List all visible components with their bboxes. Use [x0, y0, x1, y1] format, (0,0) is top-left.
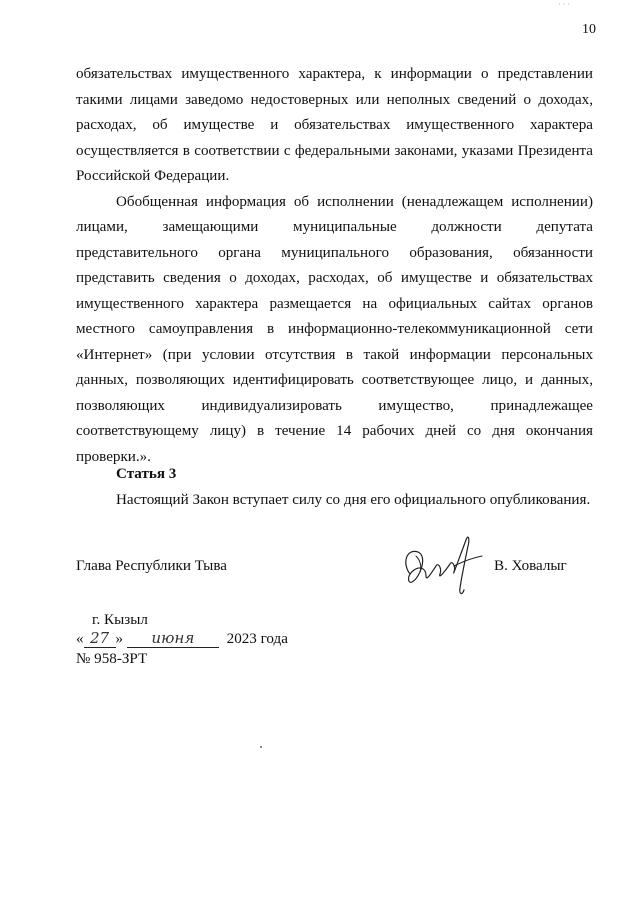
- place-of-signing: г. Кызыл: [92, 612, 148, 628]
- date-day: 27: [84, 630, 116, 648]
- date-open-quote: «: [76, 631, 84, 647]
- paragraph-generalized-info: Обобщенная информация об исполнении (ненадлежащем исполнении) лицами, замещающими муниципальные должности депутата представительного органа муниципального образования, обязанности представить сведения о доходах, расходах, об имуществе и обязательствах имущественного характера размещается на официальных сайтах органов местного самоуправления в информационно-телекоммуникационной сети «Интернет» (при условии отсутствия в такой информации персональных данных, позволяющих идентифицировать соответствующее лицо, и данных, позволяющих индивидуализировать имущество, принадлежащее соответствующему лицу) в течение 14 рабочих дней со дня окончания проверки.».: [76, 193, 593, 465]
- signatory-name: В. Ховалыг: [494, 558, 567, 574]
- law-body-text: [76, 62, 593, 470]
- signing-date: [76, 630, 288, 648]
- date-close-quote: »: [115, 631, 124, 647]
- signatory-title: Глава Республики Тыва: [76, 558, 227, 574]
- date-month: июня: [127, 630, 219, 648]
- handwritten-signature: [396, 526, 486, 606]
- article-3: [116, 462, 596, 513]
- law-number: № 958-ЗРТ: [76, 651, 148, 667]
- article-heading: Статья 3: [116, 466, 177, 482]
- article-text: Настоящий Закон вступает силу со дня его официального опубликования.: [116, 491, 591, 508]
- date-year: 2023 года: [226, 631, 288, 647]
- paragraph-continuation: обязательствах имущественного характера, к информации о представлении такими лицами заведомо недостоверных или неполных сведений о доходах, расходах, об имуществе и обязательствах имущественного характера осуществляется в соответствии с федеральными законами, указами Президента Российской Федерации.: [76, 66, 593, 184]
- page-number: 10: [582, 22, 596, 37]
- scan-speck: [260, 746, 262, 748]
- corner-mark: · · ·: [558, 0, 570, 9]
